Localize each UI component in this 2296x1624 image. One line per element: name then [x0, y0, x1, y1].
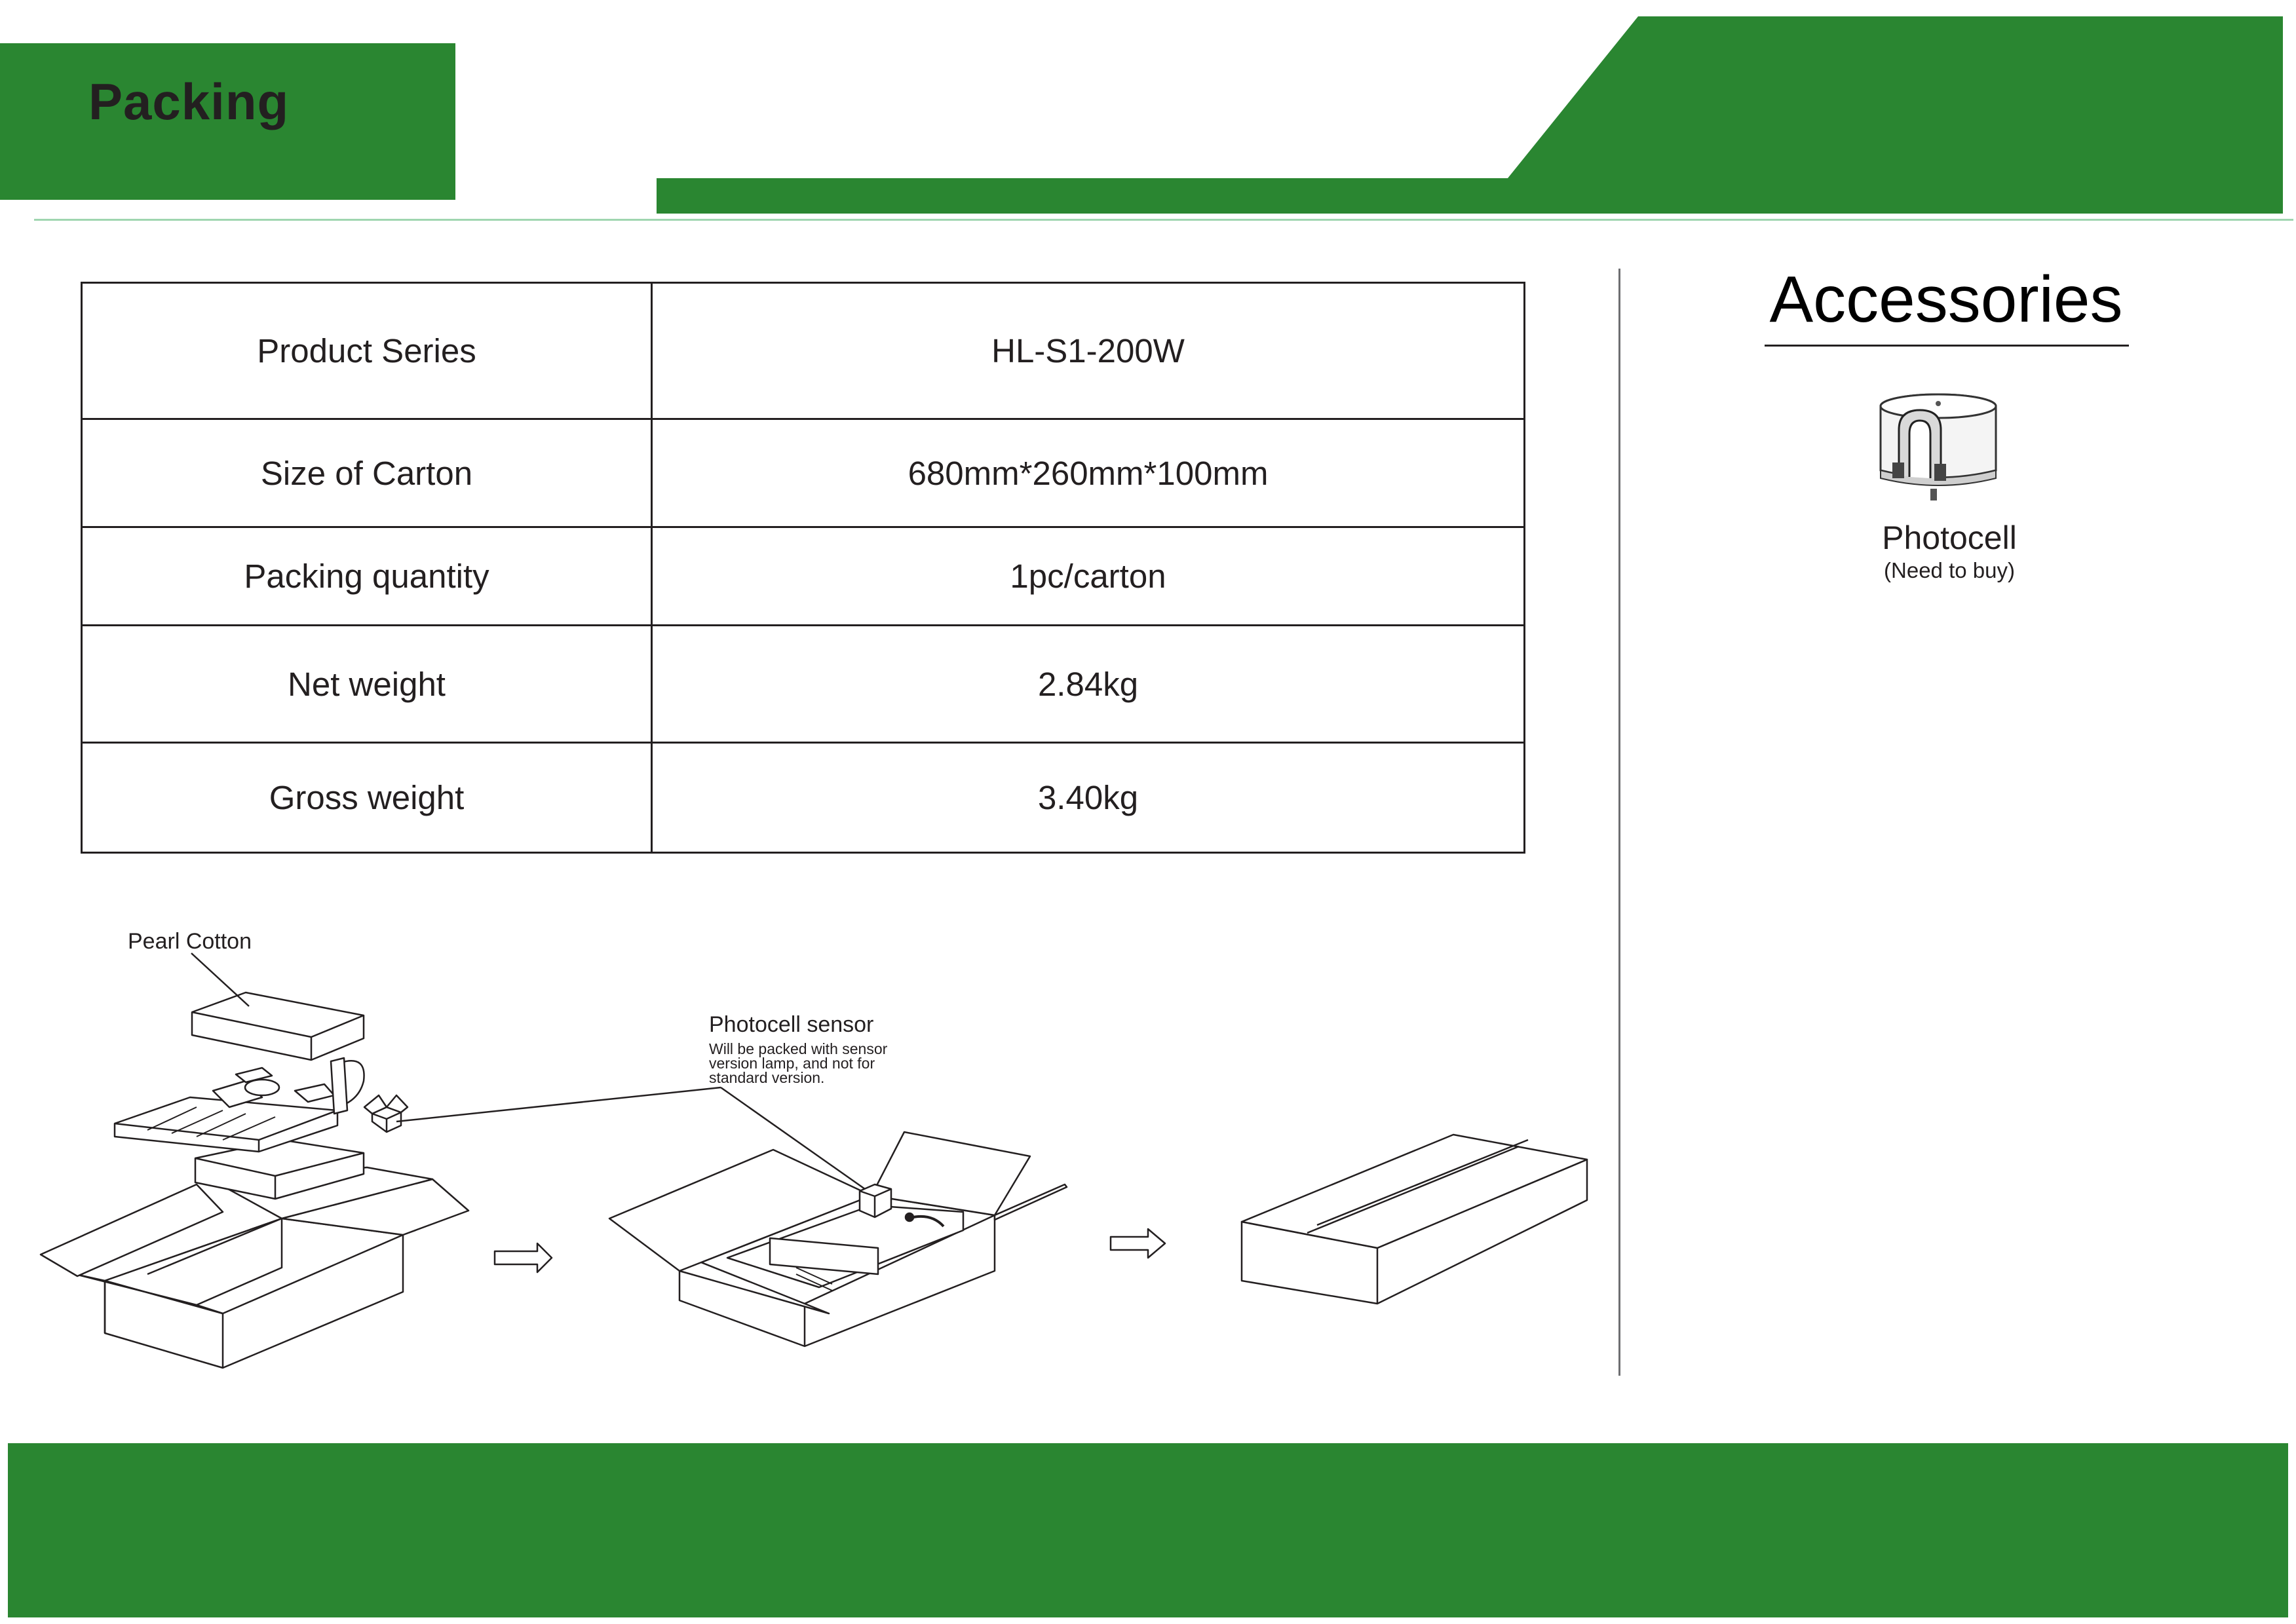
row-label: Packing quantity [82, 527, 652, 626]
table-row [82, 419, 1525, 527]
page-title: Packing [88, 73, 290, 130]
table-row [82, 626, 1525, 743]
header-divider-line [34, 219, 2293, 221]
photocell-icon [1873, 392, 2004, 503]
accessories-underline [1765, 345, 2129, 347]
table-row [82, 743, 1525, 853]
row-value: 1pc/carton [652, 527, 1525, 626]
photocell-sensor-note: Will be packed with sensor version lamp, and not for standard version. [709, 1040, 888, 1086]
accessories-title: Accessories [1769, 263, 2123, 336]
row-value: HL-S1-200W [652, 283, 1525, 419]
row-value: 3.40kg [652, 743, 1525, 853]
open-box-exploded [41, 953, 721, 1368]
footer-band [8, 1443, 2288, 1617]
arrow-1 [495, 1243, 552, 1272]
row-label: Product Series [82, 283, 652, 419]
row-value: 2.84kg [652, 626, 1525, 743]
row-label: Net weight [82, 626, 652, 743]
pearl-cotton-label: Pearl Cotton [128, 929, 252, 954]
packing-diagram [0, 904, 1618, 1402]
table-row [82, 527, 1525, 626]
row-label: Gross weight [82, 743, 652, 853]
accessory-name: Photocell [1882, 519, 2017, 556]
packed-box-open [609, 1087, 1067, 1346]
row-label: Size of Carton [82, 419, 652, 527]
closed-box [1242, 1135, 1587, 1304]
vertical-divider [1618, 269, 1620, 1376]
spec-table [81, 282, 1525, 854]
row-value: 680mm*260mm*100mm [652, 419, 1525, 527]
arrow-2 [1111, 1229, 1165, 1258]
accessory-note: (Need to buy) [1884, 558, 2015, 582]
header-decoration [0, 0, 2296, 223]
photocell-sensor-label: Photocell sensor [709, 1012, 874, 1037]
table-row [82, 283, 1525, 419]
